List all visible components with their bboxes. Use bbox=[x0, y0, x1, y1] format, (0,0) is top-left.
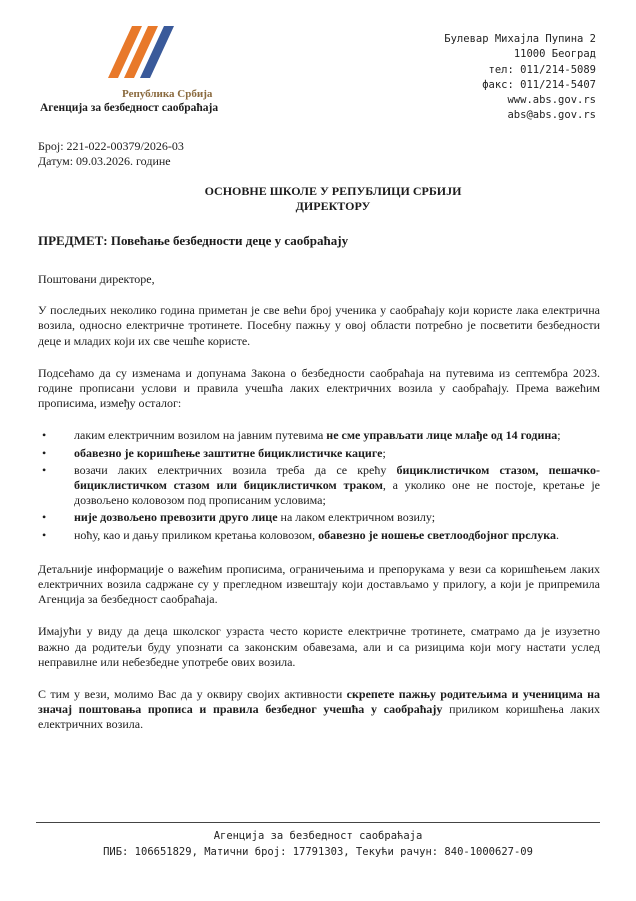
bullet-icon: • bbox=[42, 527, 47, 542]
list-item: • обавезно је коришћење заштитне бициклистичке кациге; bbox=[42, 445, 386, 460]
bullet-icon: • bbox=[42, 428, 47, 443]
paragraph-5: С тим у вези, молимо Вас да у оквиру својих активности скрепете пажњу родитељима и ученицима на значај поштовања прописа и правила безбедног учешћа у саобраћају приликом коришћења лаких електричних возила. bbox=[38, 687, 600, 732]
footer bbox=[0, 828, 636, 860]
republic-label: Република Србија bbox=[122, 88, 213, 100]
website-link[interactable]: www.abs.gov.rs bbox=[507, 94, 596, 107]
bullet-icon: • bbox=[42, 445, 47, 460]
paragraph-1: У последњих неколико година приметан је све већи број ученика у саобраћају који користе лака електрична возила, односно електричне тротинете. Посебну пажњу у овој области потребно је посветити безбедности деце и младих који их све чешће користе. bbox=[38, 303, 600, 348]
fax: факс: 011/214-5407 bbox=[482, 78, 596, 91]
phone: тел: 011/214-5089 bbox=[488, 63, 596, 76]
addressee bbox=[0, 184, 636, 214]
footer-agency: Агенција за безбедност саобраћаја bbox=[213, 830, 423, 842]
bullet-icon: • bbox=[42, 510, 47, 525]
address-street: Булевар Михајла Пупина 2 bbox=[444, 33, 596, 45]
subject-heading: ПРЕДМЕТ: Повећање безбедности деце у саобраћају bbox=[38, 233, 349, 248]
addressee-line-1: ОСНОВНЕ ШКОЛЕ У РЕПУБЛИЦИ СРБИЈИ bbox=[204, 184, 462, 198]
bullet-icon: • bbox=[42, 462, 47, 477]
document-date: Датум: 09.03.2026. године bbox=[38, 153, 171, 168]
list-item: • возачи лаких електричних возила треба да се крећу бициклистичком стазом, пешачко-бициклистичком стазом или бициклистичком траком, а уколико оне не постоје, кретање је дозвољено коловозом под прописаним условима; bbox=[42, 462, 600, 508]
salutation: Поштовани директоре, bbox=[38, 272, 155, 286]
paragraph-2: Подсећамо да су изменама и допунама Закона о безбедности саобраћаја на путевима из септембра 2023. године прописани услови и правила учешћа лаких електричних возила у саобраћају. Према важећим прописима, између осталог: bbox=[38, 365, 600, 411]
document-number: Број: 221-022-00379/2026-03 bbox=[38, 139, 184, 153]
paragraph-4: Имајући у виду да деца школског узраста често користе електричне тротинете, сматрамо да је изузетно важно да родитељи буду упознати са законским обавезама, али и са ризицима који могу настати услед неправилне или небезбедне употребе ових возила. bbox=[38, 624, 600, 669]
contact-block bbox=[444, 32, 596, 124]
rules-list bbox=[38, 428, 600, 542]
address-city: 11000 Београд bbox=[513, 48, 596, 61]
footer-divider bbox=[36, 822, 600, 823]
agency-logo-icon bbox=[102, 22, 182, 84]
paragraph-3: Детаљније информације о важећим прописима, ограничењима и препорукама у вези са коришћењем лаких електричних возила садржане су у прегледном извештају који достављамо у прилогу, а који је припремила Агенција за безбедност саобраћаја. bbox=[38, 561, 600, 607]
list-item: • ноћу, као и дању приликом кретања коловозом, обавезно је ношење светлоодбојног прслука. bbox=[42, 527, 560, 542]
footer-ids: ПИБ: 106651829, Матични број: 17791303, Текући рачун: 840-1000627-09 bbox=[103, 846, 533, 858]
email-link[interactable]: abs@abs.gov.rs bbox=[507, 109, 596, 122]
agency-name: Агенција за безбедност саобраћаја bbox=[40, 102, 219, 114]
document-meta bbox=[38, 139, 184, 168]
letter-body bbox=[38, 272, 600, 750]
addressee-line-2: ДИРЕКТОРУ bbox=[295, 199, 371, 213]
list-item: • није дозвољено превозити друго лице на лаком електричном возилу; bbox=[42, 510, 436, 525]
list-item: • лаким електричним возилом на јавним путевима не сме управљати лице млађе од 14 година; bbox=[42, 428, 561, 443]
